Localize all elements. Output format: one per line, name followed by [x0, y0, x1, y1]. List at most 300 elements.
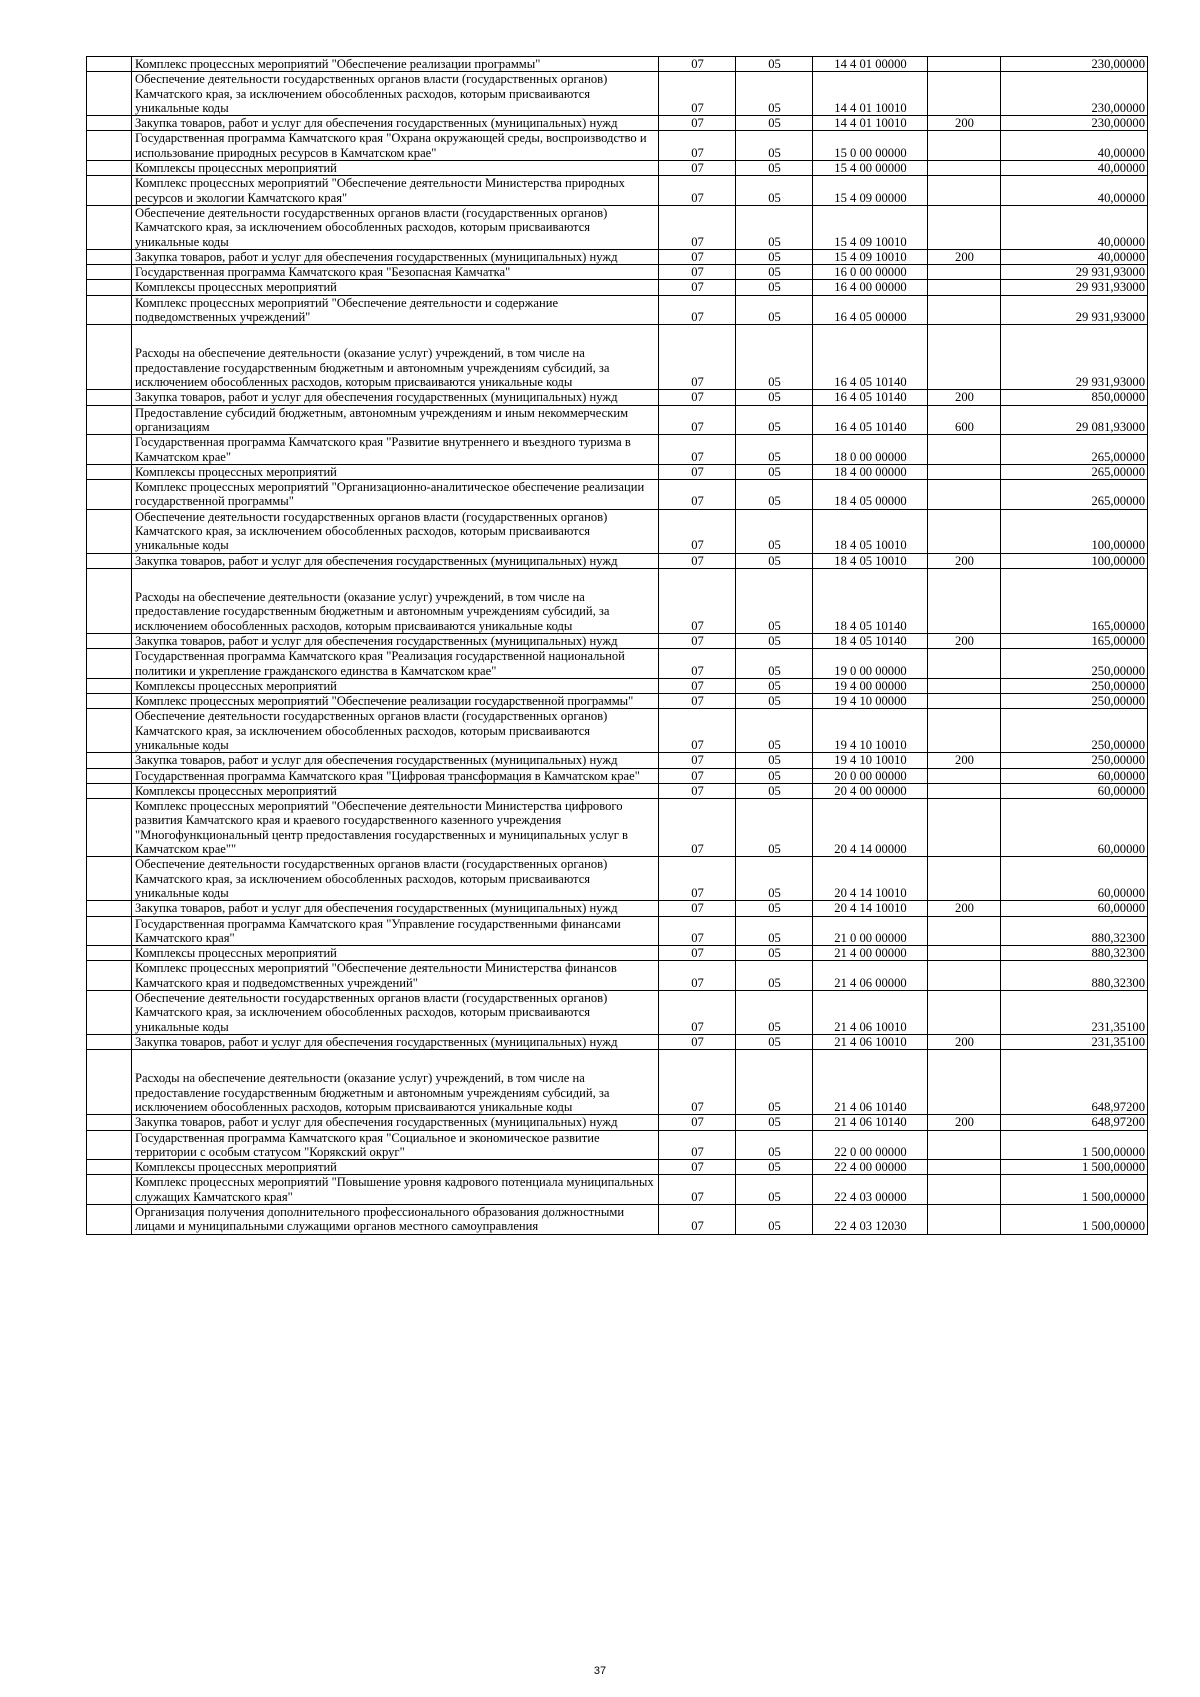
expense-type-cell	[928, 678, 1001, 693]
subsection-code-cell: 05	[736, 116, 813, 131]
row-index-cell	[87, 649, 132, 679]
expense-type-cell	[928, 1160, 1001, 1175]
subsection-code-cell: 05	[736, 553, 813, 568]
amount-cell: 60,00000	[1001, 768, 1148, 783]
expense-name-cell: Комплекс процессных мероприятий "Обеспечение реализации программы"	[132, 57, 659, 72]
subsection-code-cell: 05	[736, 649, 813, 679]
amount-cell: 60,00000	[1001, 901, 1148, 916]
table-row	[87, 72, 1148, 116]
expense-name-cell: Комплекс процессных мероприятий "Обеспечение реализации государственной программы"	[132, 694, 659, 709]
section-code-cell: 07	[659, 509, 736, 553]
table-row	[87, 295, 1148, 325]
section-code-cell: 07	[659, 1050, 736, 1115]
row-index-cell	[87, 205, 132, 249]
row-index-cell	[87, 991, 132, 1035]
amount-cell: 29 931,93000	[1001, 295, 1148, 325]
subsection-code-cell: 05	[736, 265, 813, 280]
amount-cell: 231,35100	[1001, 1034, 1148, 1049]
target-article-cell: 16 4 05 10140	[813, 390, 928, 405]
subsection-code-cell: 05	[736, 1050, 813, 1115]
row-index-cell	[87, 901, 132, 916]
target-article-cell: 21 4 06 10010	[813, 1034, 928, 1049]
row-index-cell	[87, 633, 132, 648]
amount-cell: 165,00000	[1001, 633, 1148, 648]
target-article-cell: 21 4 00 00000	[813, 946, 928, 961]
subsection-code-cell: 05	[736, 633, 813, 648]
row-index-cell	[87, 768, 132, 783]
row-index-cell	[87, 295, 132, 325]
section-code-cell: 07	[659, 568, 736, 633]
amount-cell: 231,35100	[1001, 991, 1148, 1035]
expense-name-cell: Комплекс процессных мероприятий "Обеспечение деятельности Министерства цифрового развития Камчатского края и краевого государственного казенного учреждения "Многофункциональный центр предоставления государственных и муниципальных услуг в Камчатском крае""	[132, 799, 659, 857]
expense-name-cell: Комплексы процессных мероприятий	[132, 280, 659, 295]
section-code-cell: 07	[659, 1115, 736, 1130]
table-row	[87, 946, 1148, 961]
expense-type-cell	[928, 783, 1001, 798]
expense-name-cell: Комплекс процессных мероприятий "Обеспечение деятельности Министерства финансов Камчатского края и подведомственных учреждений"	[132, 961, 659, 991]
row-index-cell	[87, 325, 132, 390]
amount-cell: 40,00000	[1001, 176, 1148, 206]
subsection-code-cell: 05	[736, 783, 813, 798]
table-row	[87, 325, 1148, 390]
table-row	[87, 390, 1148, 405]
expense-type-cell	[928, 295, 1001, 325]
row-index-cell	[87, 946, 132, 961]
subsection-code-cell: 05	[736, 961, 813, 991]
table-row	[87, 991, 1148, 1035]
subsection-code-cell: 05	[736, 390, 813, 405]
section-code-cell: 07	[659, 946, 736, 961]
expense-type-cell	[928, 176, 1001, 206]
expense-type-cell: 200	[928, 633, 1001, 648]
expense-type-cell: 600	[928, 405, 1001, 435]
target-article-cell: 15 4 09 10010	[813, 205, 928, 249]
section-code-cell: 07	[659, 57, 736, 72]
row-index-cell	[87, 1175, 132, 1205]
table-row	[87, 678, 1148, 693]
expense-type-cell	[928, 991, 1001, 1035]
expense-type-cell	[928, 72, 1001, 116]
row-index-cell	[87, 961, 132, 991]
row-index-cell	[87, 568, 132, 633]
section-code-cell: 07	[659, 768, 736, 783]
table-row	[87, 116, 1148, 131]
section-code-cell: 07	[659, 480, 736, 510]
table-row	[87, 249, 1148, 264]
expense-name-cell: Комплексы процессных мероприятий	[132, 464, 659, 479]
section-code-cell: 07	[659, 131, 736, 161]
amount-cell: 165,00000	[1001, 568, 1148, 633]
section-code-cell: 07	[659, 694, 736, 709]
amount-cell: 40,00000	[1001, 205, 1148, 249]
amount-cell: 250,00000	[1001, 649, 1148, 679]
table-row	[87, 694, 1148, 709]
subsection-code-cell: 05	[736, 249, 813, 264]
row-index-cell	[87, 1205, 132, 1235]
target-article-cell: 14 4 01 10010	[813, 116, 928, 131]
target-article-cell: 22 4 03 00000	[813, 1175, 928, 1205]
target-article-cell: 19 4 10 00000	[813, 694, 928, 709]
row-index-cell	[87, 678, 132, 693]
expense-name-cell: Закупка товаров, работ и услуг для обеспечения государственных (муниципальных) нужд	[132, 1115, 659, 1130]
section-code-cell: 07	[659, 249, 736, 264]
target-article-cell: 21 4 06 00000	[813, 961, 928, 991]
target-article-cell: 20 4 14 10010	[813, 857, 928, 901]
expense-name-cell: Расходы на обеспечение деятельности (оказание услуг) учреждений, в том числе на предоставление государственным бюджетным и автономным учреждениям субсидий, за исключением обособленных расходов, которым присваиваются уникальные коды	[132, 1050, 659, 1115]
expense-type-cell	[928, 961, 1001, 991]
expense-type-cell: 200	[928, 753, 1001, 768]
section-code-cell: 07	[659, 1175, 736, 1205]
row-index-cell	[87, 480, 132, 510]
section-code-cell: 07	[659, 901, 736, 916]
table-row	[87, 1175, 1148, 1205]
subsection-code-cell: 05	[736, 325, 813, 390]
table-row	[87, 783, 1148, 798]
expense-type-cell	[928, 131, 1001, 161]
expense-type-cell	[928, 1175, 1001, 1205]
target-article-cell: 19 0 00 00000	[813, 649, 928, 679]
table-row	[87, 435, 1148, 465]
target-article-cell: 18 4 05 00000	[813, 480, 928, 510]
target-article-cell: 15 0 00 00000	[813, 131, 928, 161]
table-row	[87, 633, 1148, 648]
subsection-code-cell: 05	[736, 678, 813, 693]
document-page	[86, 56, 1147, 1235]
row-index-cell	[87, 1160, 132, 1175]
amount-cell: 230,00000	[1001, 72, 1148, 116]
expense-type-cell: 200	[928, 553, 1001, 568]
row-index-cell	[87, 405, 132, 435]
section-code-cell: 07	[659, 280, 736, 295]
section-code-cell: 07	[659, 961, 736, 991]
target-article-cell: 20 4 14 10010	[813, 901, 928, 916]
target-article-cell: 18 0 00 00000	[813, 435, 928, 465]
subsection-code-cell: 05	[736, 991, 813, 1035]
expense-type-cell	[928, 709, 1001, 753]
expense-name-cell: Закупка товаров, работ и услуг для обеспечения государственных (муниципальных) нужд	[132, 249, 659, 264]
subsection-code-cell: 05	[736, 799, 813, 857]
row-index-cell	[87, 464, 132, 479]
table-row	[87, 1034, 1148, 1049]
expense-name-cell: Комплекс процессных мероприятий "Обеспечение деятельности Министерства природных ресурсов и экологии Камчатского края"	[132, 176, 659, 206]
section-code-cell: 07	[659, 405, 736, 435]
section-code-cell: 07	[659, 1160, 736, 1175]
section-code-cell: 07	[659, 390, 736, 405]
target-article-cell: 16 4 05 00000	[813, 295, 928, 325]
amount-cell: 29 931,93000	[1001, 280, 1148, 295]
expense-name-cell: Государственная программа Камчатского края "Социальное и экономическое развитие территории с особым статусом "Корякский округ"	[132, 1130, 659, 1160]
subsection-code-cell: 05	[736, 1034, 813, 1049]
section-code-cell: 07	[659, 678, 736, 693]
subsection-code-cell: 05	[736, 405, 813, 435]
amount-cell: 60,00000	[1001, 799, 1148, 857]
amount-cell: 1 500,00000	[1001, 1175, 1148, 1205]
expense-name-cell: Обеспечение деятельности государственных органов власти (государственных органов) Камчатского края, за исключением обособленных расходов, которым присваиваются уникальные коды	[132, 72, 659, 116]
subsection-code-cell: 05	[736, 176, 813, 206]
expense-name-cell: Комплексы процессных мероприятий	[132, 946, 659, 961]
expense-name-cell: Государственная программа Камчатского края "Безопасная Камчатка"	[132, 265, 659, 280]
expense-type-cell	[928, 205, 1001, 249]
expense-type-cell	[928, 57, 1001, 72]
expense-type-cell: 200	[928, 1034, 1001, 1049]
table-row	[87, 1160, 1148, 1175]
section-code-cell: 07	[659, 116, 736, 131]
amount-cell: 100,00000	[1001, 509, 1148, 553]
expense-name-cell: Закупка товаров, работ и услуг для обеспечения государственных (муниципальных) нужд	[132, 753, 659, 768]
table-row	[87, 857, 1148, 901]
table-row	[87, 464, 1148, 479]
expense-name-cell: Государственная программа Камчатского края "Управление государственными финансами Камчатского края"	[132, 916, 659, 946]
expense-name-cell: Государственная программа Камчатского края "Развитие внутреннего и въездного туризма в Камчатском крае"	[132, 435, 659, 465]
section-code-cell: 07	[659, 161, 736, 176]
subsection-code-cell: 05	[736, 509, 813, 553]
expense-type-cell	[928, 857, 1001, 901]
row-index-cell	[87, 161, 132, 176]
expense-name-cell: Комплекс процессных мероприятий "Организационно-аналитическое обеспечение реализации государственной программы"	[132, 480, 659, 510]
section-code-cell: 07	[659, 991, 736, 1035]
target-article-cell: 22 4 03 12030	[813, 1205, 928, 1235]
table-row	[87, 901, 1148, 916]
expense-name-cell: Комплексы процессных мероприятий	[132, 1160, 659, 1175]
expense-name-cell: Закупка товаров, работ и услуг для обеспечения государственных (муниципальных) нужд	[132, 116, 659, 131]
amount-cell: 250,00000	[1001, 694, 1148, 709]
row-index-cell	[87, 116, 132, 131]
target-article-cell: 20 4 14 00000	[813, 799, 928, 857]
subsection-code-cell: 05	[736, 1130, 813, 1160]
target-article-cell: 16 4 00 00000	[813, 280, 928, 295]
expense-name-cell: Обеспечение деятельности государственных органов власти (государственных органов) Камчатского края, за исключением обособленных расходов, которым присваиваются уникальные коды	[132, 857, 659, 901]
row-index-cell	[87, 1050, 132, 1115]
expense-type-cell	[928, 325, 1001, 390]
expense-type-cell	[928, 161, 1001, 176]
section-code-cell: 07	[659, 435, 736, 465]
expense-type-cell: 200	[928, 249, 1001, 264]
section-code-cell: 07	[659, 1130, 736, 1160]
table-row	[87, 709, 1148, 753]
amount-cell: 1 500,00000	[1001, 1205, 1148, 1235]
amount-cell: 40,00000	[1001, 161, 1148, 176]
expense-type-cell	[928, 768, 1001, 783]
target-article-cell: 19 4 10 10010	[813, 709, 928, 753]
expense-type-cell: 200	[928, 1115, 1001, 1130]
expense-name-cell: Предоставление субсидий бюджетным, автономным учреждениям и иным некоммерческим организациям	[132, 405, 659, 435]
section-code-cell: 07	[659, 1205, 736, 1235]
table-row	[87, 57, 1148, 72]
target-article-cell: 18 4 05 10010	[813, 553, 928, 568]
amount-cell: 1 500,00000	[1001, 1130, 1148, 1160]
expense-name-cell: Государственная программа Камчатского края "Охрана окружающей среды, воспроизводство и использование природных ресурсов в Камчатском крае"	[132, 131, 659, 161]
section-code-cell: 07	[659, 176, 736, 206]
amount-cell: 29 081,93000	[1001, 405, 1148, 435]
row-index-cell	[87, 799, 132, 857]
target-article-cell: 15 4 09 10010	[813, 249, 928, 264]
target-article-cell: 21 4 06 10140	[813, 1050, 928, 1115]
section-code-cell: 07	[659, 857, 736, 901]
table-row	[87, 509, 1148, 553]
row-index-cell	[87, 753, 132, 768]
table-row	[87, 131, 1148, 161]
subsection-code-cell: 05	[736, 57, 813, 72]
target-article-cell: 18 4 05 10140	[813, 568, 928, 633]
subsection-code-cell: 05	[736, 435, 813, 465]
expense-name-cell: Расходы на обеспечение деятельности (оказание услуг) учреждений, в том числе на предоставление государственным бюджетным и автономным учреждениям субсидий, за исключением обособленных расходов, которым присваиваются уникальные коды	[132, 325, 659, 390]
amount-cell: 29 931,93000	[1001, 325, 1148, 390]
row-index-cell	[87, 1034, 132, 1049]
row-index-cell	[87, 783, 132, 798]
row-index-cell	[87, 131, 132, 161]
subsection-code-cell: 05	[736, 1160, 813, 1175]
subsection-code-cell: 05	[736, 1115, 813, 1130]
expense-name-cell: Комплексы процессных мероприятий	[132, 678, 659, 693]
table-row	[87, 1115, 1148, 1130]
expense-name-cell: Организация получения дополнительного профессионального образования должностными лицами и муниципальными служащими органов местного самоуправления	[132, 1205, 659, 1235]
target-article-cell: 15 4 00 00000	[813, 161, 928, 176]
table-row	[87, 753, 1148, 768]
target-article-cell: 22 4 00 00000	[813, 1160, 928, 1175]
expense-type-cell	[928, 1050, 1001, 1115]
expense-name-cell: Закупка товаров, работ и услуг для обеспечения государственных (муниципальных) нужд	[132, 390, 659, 405]
row-index-cell	[87, 57, 132, 72]
row-index-cell	[87, 1130, 132, 1160]
table-row	[87, 480, 1148, 510]
target-article-cell: 19 4 10 10010	[813, 753, 928, 768]
expense-name-cell: Обеспечение деятельности государственных органов власти (государственных органов) Камчатского края, за исключением обособленных расходов, которым присваиваются уникальные коды	[132, 709, 659, 753]
target-article-cell: 18 4 00 00000	[813, 464, 928, 479]
expense-type-cell	[928, 916, 1001, 946]
expense-name-cell: Закупка товаров, работ и услуг для обеспечения государственных (муниципальных) нужд	[132, 633, 659, 648]
subsection-code-cell: 05	[736, 768, 813, 783]
row-index-cell	[87, 694, 132, 709]
section-code-cell: 07	[659, 464, 736, 479]
table-row	[87, 649, 1148, 679]
amount-cell: 29 931,93000	[1001, 265, 1148, 280]
section-code-cell: 07	[659, 783, 736, 798]
amount-cell: 60,00000	[1001, 783, 1148, 798]
page-number: 37	[593, 1665, 607, 1677]
amount-cell: 250,00000	[1001, 753, 1148, 768]
table-row	[87, 161, 1148, 176]
expense-type-cell	[928, 265, 1001, 280]
budget-table	[86, 56, 1148, 1235]
table-row	[87, 768, 1148, 783]
amount-cell: 100,00000	[1001, 553, 1148, 568]
expense-type-cell	[928, 694, 1001, 709]
table-row	[87, 961, 1148, 991]
expense-type-cell	[928, 480, 1001, 510]
section-code-cell: 07	[659, 72, 736, 116]
section-code-cell: 07	[659, 553, 736, 568]
table-row	[87, 1130, 1148, 1160]
row-index-cell	[87, 709, 132, 753]
amount-cell: 40,00000	[1001, 131, 1148, 161]
expense-type-cell: 200	[928, 390, 1001, 405]
expense-type-cell	[928, 509, 1001, 553]
section-code-cell: 07	[659, 265, 736, 280]
section-code-cell: 07	[659, 753, 736, 768]
row-index-cell	[87, 553, 132, 568]
amount-cell: 265,00000	[1001, 464, 1148, 479]
expense-name-cell: Обеспечение деятельности государственных органов власти (государственных органов) Камчатского края, за исключением обособленных расходов, которым присваиваются уникальные коды	[132, 205, 659, 249]
section-code-cell: 07	[659, 799, 736, 857]
expense-type-cell: 200	[928, 901, 1001, 916]
row-index-cell	[87, 72, 132, 116]
amount-cell: 230,00000	[1001, 116, 1148, 131]
row-index-cell	[87, 1115, 132, 1130]
expense-name-cell: Закупка товаров, работ и услуг для обеспечения государственных (муниципальных) нужд	[132, 901, 659, 916]
table-row	[87, 405, 1148, 435]
expense-type-cell	[928, 1130, 1001, 1160]
expense-name-cell: Расходы на обеспечение деятельности (оказание услуг) учреждений, в том числе на предоставление государственным бюджетным и автономным учреждениям субсидий, за исключением обособленных расходов, которым присваиваются уникальные коды	[132, 568, 659, 633]
row-index-cell	[87, 249, 132, 264]
subsection-code-cell: 05	[736, 72, 813, 116]
expense-type-cell	[928, 464, 1001, 479]
expense-name-cell: Обеспечение деятельности государственных органов власти (государственных органов) Камчатского края, за исключением обособленных расходов, которым присваиваются уникальные коды	[132, 509, 659, 553]
amount-cell: 648,97200	[1001, 1115, 1148, 1130]
target-article-cell: 20 0 00 00000	[813, 768, 928, 783]
row-index-cell	[87, 857, 132, 901]
row-index-cell	[87, 509, 132, 553]
table-row	[87, 568, 1148, 633]
target-article-cell: 16 0 00 00000	[813, 265, 928, 280]
section-code-cell: 07	[659, 205, 736, 249]
target-article-cell: 16 4 05 10140	[813, 325, 928, 390]
subsection-code-cell: 05	[736, 709, 813, 753]
subsection-code-cell: 05	[736, 1175, 813, 1205]
subsection-code-cell: 05	[736, 161, 813, 176]
subsection-code-cell: 05	[736, 568, 813, 633]
amount-cell: 250,00000	[1001, 678, 1148, 693]
subsection-code-cell: 05	[736, 857, 813, 901]
amount-cell: 1 500,00000	[1001, 1160, 1148, 1175]
subsection-code-cell: 05	[736, 464, 813, 479]
expense-type-cell	[928, 1205, 1001, 1235]
row-index-cell	[87, 390, 132, 405]
expense-type-cell	[928, 568, 1001, 633]
expense-type-cell: 200	[928, 116, 1001, 131]
expense-type-cell	[928, 649, 1001, 679]
amount-cell: 40,00000	[1001, 249, 1148, 264]
target-article-cell: 18 4 05 10140	[813, 633, 928, 648]
expense-name-cell: Обеспечение деятельности государственных органов власти (государственных органов) Камчатского края, за исключением обособленных расходов, которым присваиваются уникальные коды	[132, 991, 659, 1035]
section-code-cell: 07	[659, 1034, 736, 1049]
expense-name-cell: Комплексы процессных мероприятий	[132, 161, 659, 176]
subsection-code-cell: 05	[736, 916, 813, 946]
amount-cell: 880,32300	[1001, 946, 1148, 961]
expense-type-cell	[928, 799, 1001, 857]
expense-name-cell: Государственная программа Камчатского края "Цифровая трансформация в Камчатском крае"	[132, 768, 659, 783]
row-index-cell	[87, 916, 132, 946]
subsection-code-cell: 05	[736, 946, 813, 961]
expense-type-cell	[928, 280, 1001, 295]
budget-table-body	[87, 57, 1148, 1235]
expense-name-cell: Закупка товаров, работ и услуг для обеспечения государственных (муниципальных) нужд	[132, 553, 659, 568]
amount-cell: 880,32300	[1001, 961, 1148, 991]
table-row	[87, 553, 1148, 568]
table-row	[87, 1050, 1148, 1115]
section-code-cell: 07	[659, 649, 736, 679]
expense-name-cell: Комплекс процессных мероприятий "Обеспечение деятельности и содержание подведомственных учреждений"	[132, 295, 659, 325]
subsection-code-cell: 05	[736, 901, 813, 916]
table-row	[87, 1205, 1148, 1235]
target-article-cell: 18 4 05 10010	[813, 509, 928, 553]
amount-cell: 250,00000	[1001, 709, 1148, 753]
row-index-cell	[87, 176, 132, 206]
subsection-code-cell: 05	[736, 1205, 813, 1235]
table-row	[87, 916, 1148, 946]
section-code-cell: 07	[659, 325, 736, 390]
subsection-code-cell: 05	[736, 280, 813, 295]
row-index-cell	[87, 280, 132, 295]
